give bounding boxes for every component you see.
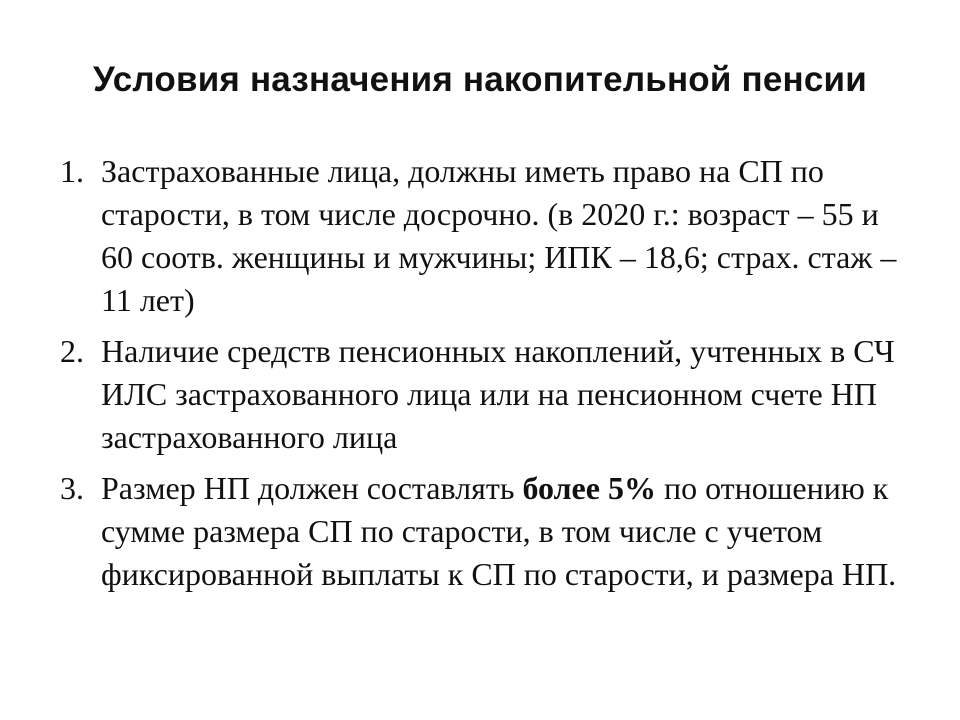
slide-title: Условия назначения накопительной пенсии (93, 60, 867, 99)
item-text-bold: более 5% (522, 470, 656, 506)
item-text: Застрахованные лица, должны иметь право на СП по старости, в том числе досрочно. (в 2020 г.: возраст – 55 и 60 соотв. женщины и мужчины; ИПК – 18,6; страх. стаж – 11 лет) (101, 153, 897, 318)
item-text-before: Размер НП должен составлять (101, 470, 523, 506)
item-number: 3. (60, 470, 84, 506)
list-item-3 (60, 467, 912, 596)
conditions-list (60, 150, 912, 604)
item-number: 1. (60, 153, 84, 189)
list-item-2 (60, 330, 912, 459)
item-text: Наличие средств пенсионных накоплений, учтенных в СЧ ИЛС застрахованного лица или на пенсионном счете НП застрахованного лица (101, 333, 895, 455)
list-item-1 (60, 150, 912, 322)
item-text-after: по отношению к сумме размера СП по старости, в том числе с учетом фиксированной выплаты к СП по старости, и размера НП. (101, 470, 897, 592)
item-text (101, 470, 896, 592)
item-number: 2. (60, 333, 84, 369)
